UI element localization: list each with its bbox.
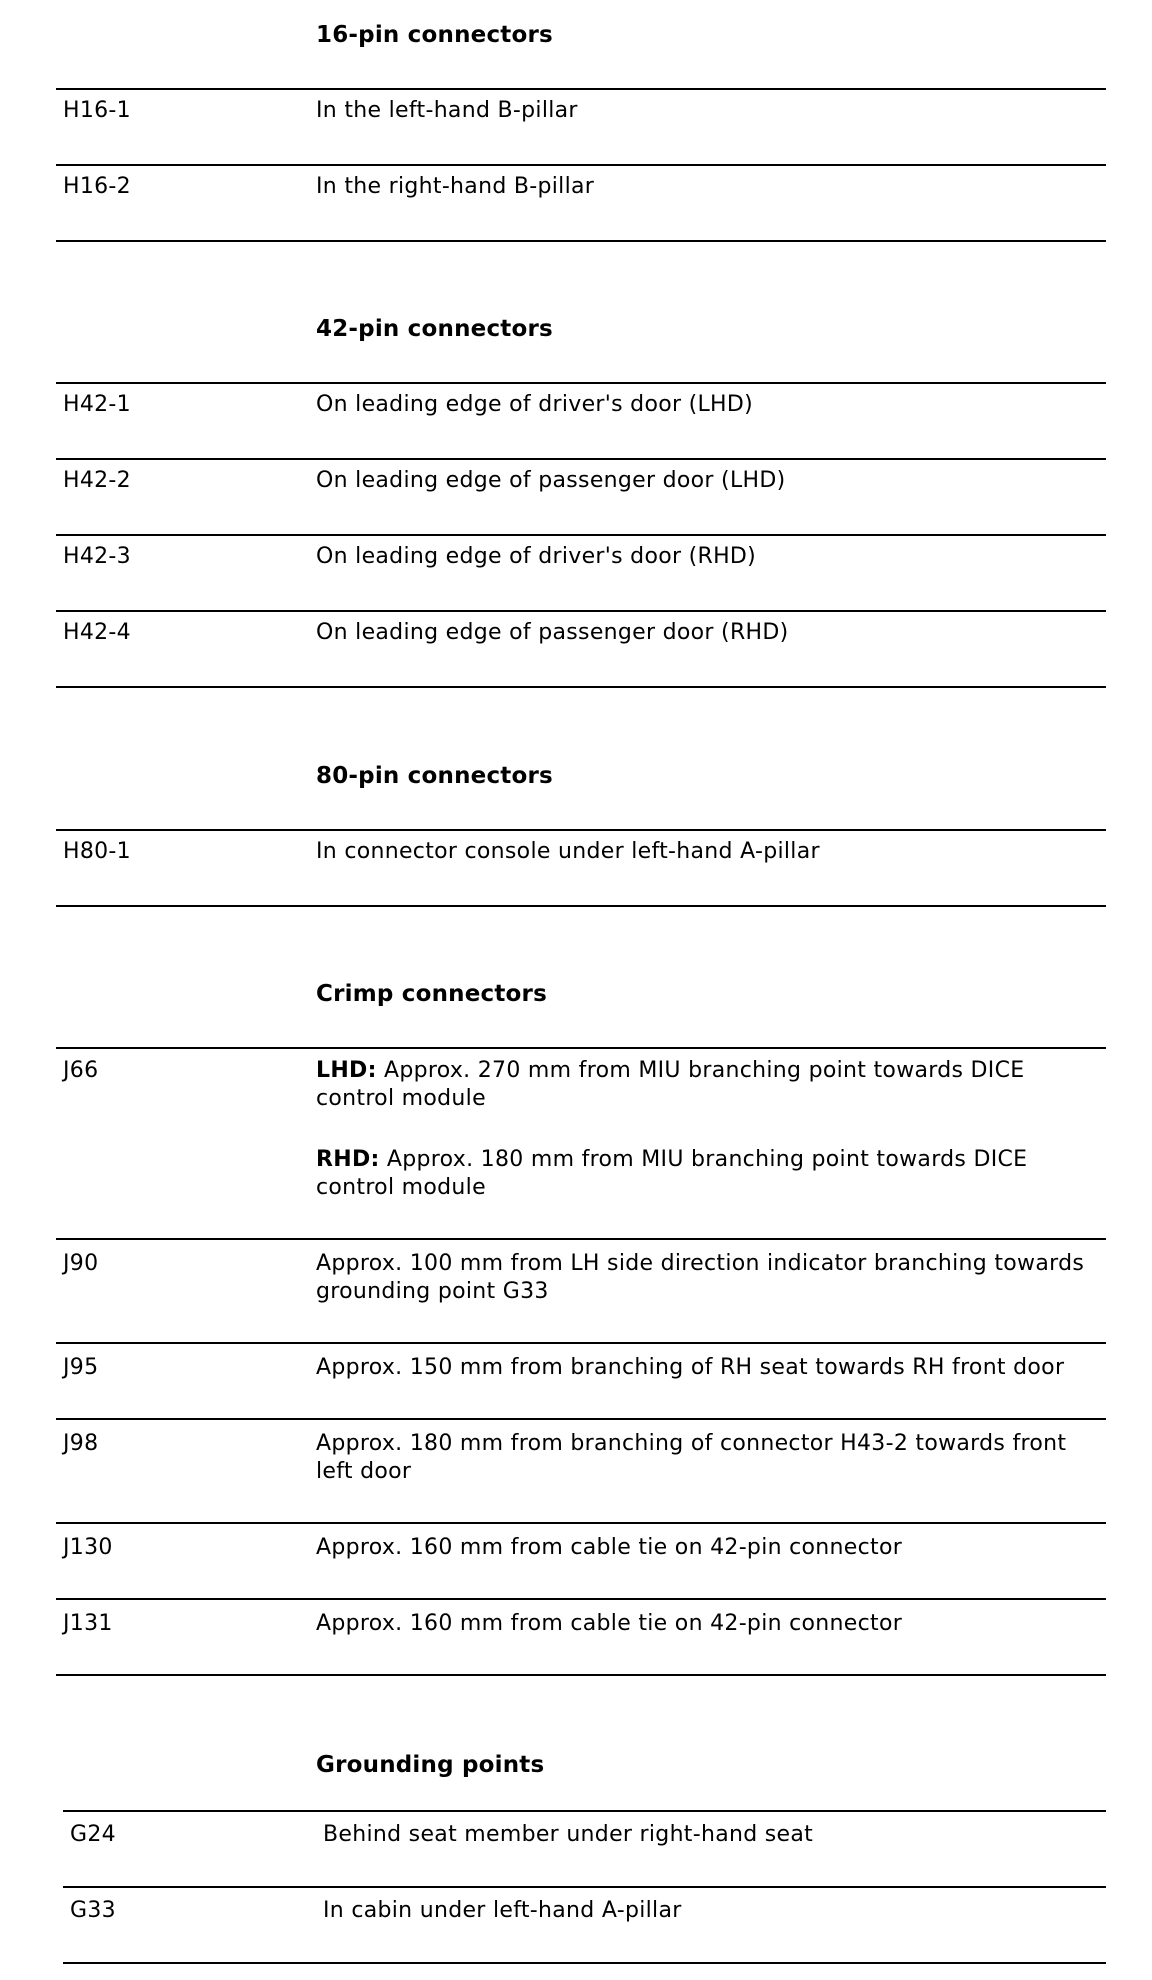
table-rule: [56, 686, 1106, 688]
section-heading-42-pin: 42-pin connectors: [316, 316, 553, 342]
table-rule: [63, 1962, 1106, 1964]
grounding-point-location: In cabin under left-hand A-pillar: [323, 1898, 682, 1923]
connector-location: In the right-hand B-pillar: [316, 174, 595, 199]
connector-location: On leading edge of driver's door (LHD): [316, 392, 754, 417]
section-heading-grounding: Grounding points: [316, 1752, 545, 1778]
rhd-text: Approx. 180 mm from MIU branching point towards DICE control module: [316, 1147, 1028, 1200]
table-rule: [56, 1342, 1106, 1344]
connector-location: Approx. 160 mm from cable tie on 42-pin connector: [316, 1535, 903, 1560]
table-rule: [56, 829, 1106, 831]
grounding-point-id: G33: [70, 1898, 116, 1923]
connector-location-lhd: [316, 1057, 1101, 1113]
table-rule: [56, 1522, 1106, 1524]
table-rule: [56, 1598, 1106, 1600]
connector-id: J90: [63, 1251, 99, 1276]
connector-id: H42-1: [63, 392, 131, 417]
table-rule: [56, 534, 1106, 536]
connector-location-rhd: [316, 1146, 1101, 1202]
connector-location: On leading edge of passenger door (LHD): [316, 468, 786, 493]
table-rule: [56, 164, 1106, 166]
connector-location: On leading edge of driver's door (RHD): [316, 544, 757, 569]
connector-location: In the left-hand B-pillar: [316, 98, 578, 123]
connector-id: J66: [63, 1058, 99, 1083]
connector-location: On leading edge of passenger door (RHD): [316, 620, 789, 645]
table-rule: [56, 1047, 1106, 1049]
connector-id: J98: [63, 1431, 99, 1456]
connector-id: H80-1: [63, 839, 131, 864]
table-rule: [56, 382, 1106, 384]
connector-id: J131: [63, 1611, 113, 1636]
connector-location: Approx. 180 mm from branching of connector H43-2 towards front left door: [316, 1431, 1067, 1484]
table-rule: [63, 1810, 1106, 1812]
lhd-label: LHD:: [316, 1058, 377, 1083]
table-rule: [56, 905, 1106, 907]
rhd-label: RHD:: [316, 1147, 380, 1172]
connector-location: Approx. 160 mm from cable tie on 42-pin connector: [316, 1611, 903, 1636]
grounding-point-id: G24: [70, 1822, 116, 1847]
table-rule: [63, 1886, 1106, 1888]
connector-location: Approx. 100 mm from LH side direction indicator branching towards grounding point G33: [316, 1251, 1085, 1304]
section-heading-16-pin: 16-pin connectors: [316, 22, 553, 48]
table-rule: [56, 1418, 1106, 1420]
connector-id: J130: [63, 1535, 113, 1560]
lhd-text: Approx. 270 mm from MIU branching point towards DICE control module: [316, 1058, 1025, 1111]
connector-location: Approx. 150 mm from branching of RH seat towards RH front door: [316, 1355, 1065, 1380]
table-rule: [56, 240, 1106, 242]
table-rule: [56, 610, 1106, 612]
table-rule: [56, 88, 1106, 90]
connector-id: J95: [63, 1355, 99, 1380]
connector-id: H42-3: [63, 544, 131, 569]
table-rule: [56, 1674, 1106, 1676]
connector-id: H16-2: [63, 174, 131, 199]
connector-id: H42-2: [63, 468, 131, 493]
connector-location: In connector console under left-hand A-pillar: [316, 839, 820, 864]
table-rule: [56, 458, 1106, 460]
section-heading-crimp: Crimp connectors: [316, 981, 547, 1007]
table-rule: [56, 1238, 1106, 1240]
connector-id: H42-4: [63, 620, 131, 645]
grounding-point-location: Behind seat member under right-hand seat: [323, 1822, 814, 1847]
section-heading-80-pin: 80-pin connectors: [316, 763, 553, 789]
connector-id: H16-1: [63, 98, 131, 123]
